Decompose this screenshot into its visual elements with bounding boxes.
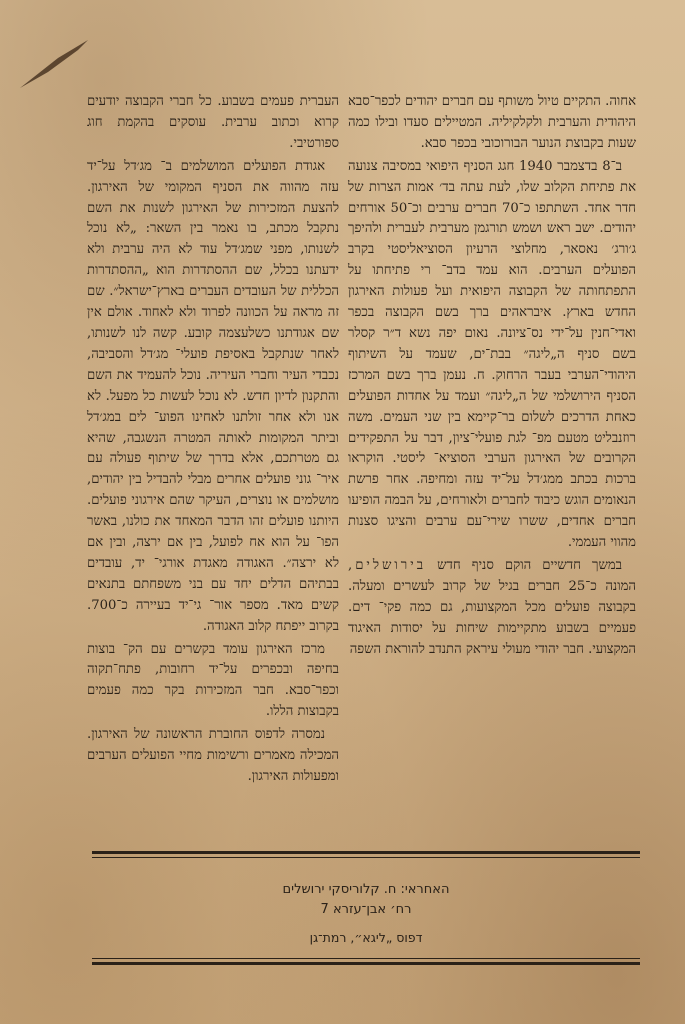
paper-tear-mark [18, 28, 98, 98]
footer-printer: דפוס „ליגא״, רמת־גן [309, 930, 423, 945]
footer-responsible: האחראי: ח. קלוריסקי ירושלים [282, 882, 450, 897]
footer-bottom-rule-thin [92, 958, 640, 959]
footer-top-rule-thin [92, 857, 640, 858]
right-paragraph-3-lead: במשך חדשיים הוקם סניף חדש [437, 557, 622, 573]
footer-bottom-rule [92, 962, 640, 965]
right-column [348, 92, 636, 660]
right-paragraph-3-rest: המונה כ־25 חברים בגיל של קרוב לעשרים ומעלה. בקבוצה פועלים מכל המקצועות, גם כמה פקי־ דים. פעמיים בשבוע מתקיימות שיחות על יסודות האיגוד המקצועי. חבר יהודי מעולי עיראק התנדב להוראת השפה [348, 578, 636, 657]
left-paragraph-2: אגודת הפועלים המושלמים ב־ מג׳דל על־יד עזה מהווה את הסניף המקומי של האירגון. להצעת המזכירות של האירגון לשנות את השם נתקבל מכתב, בו נאמר בין השאר: „לא נוכל לשנותו, מפני שמג׳דל עוד לא היה ערבית ולא ידעתנו בכלל, שם ההסתדרות הוא „ההסתדרות הכללית של העובדים העברים בארץ־ישראל״. שם זה מראה על הכוונה לפרוד ולא לאחוד. אולם אין שם אגודתנו כשלעצמה קובע. קשה לנו לשנותו, לאחר שנתקבל באסיפת פועלי־ מג׳דל והסביבה, נכבדי העיר וחברי העיריה. נוכל להעמיד את השם והתקנון לדיון חדש. לא נוכל לעשות כל מפעל. לא אנו ולא אחר זולתנו לאחינו הפוע־ לים במג׳דל וביתר המקומות לאותה המטרה הנשגבה, שהיא גם מטרתכם, אלא בדרך של שיתוף פעולה עם איר־ גוני פועלים אחרים מבלי להבדיל בין יהודים, מושלמים או נוצרים, העיקר שהם אירגוני פועלים. היותנו פועלים זהו הדבר המאחד את כולנו, באשר הפו־ על הוא אח לפועל, בין אם ירצה, ובין אם לא ירצה״. האגודה מאגדת אורגי־ יד, עובדים בבתיהם הדלים יחד עם בני משפחתם בתנאים קשים מאד. מספר אור־ גי־יד בעיירה כ־700. בקרוב ייפתח קלוב האגודה. [87, 158, 339, 634]
right-paragraph-3-city: בירושלים, [348, 557, 427, 573]
left-column [87, 92, 339, 788]
left-paragraph-3: מרכז האירגון עומד בקשרים עם הק־ בוצות בחיפה ובכפרים על־יד רחובות, פתח־תקוה וכפר־סבא. חבר המזכירות בקר כמה פעמים בקבוצות הללו. [87, 641, 339, 720]
left-paragraph-4: נמסרה לדפוס החוברת הראשונה של האירגון. המכילה מאמרים ורשימות מחיי הפועלים הערבים ומפעולות האירגון. [87, 727, 339, 784]
left-paragraph-1: העברית פעמים בשבוע. כל חברי הקבוצה יודעים קרוא וכתוב ערבית. עוסקים בהקמת חוג ספורטיבי. [87, 94, 339, 151]
right-paragraph-1: אחוה. התקיים טיול משותף עם חברים יהודים לכפר־סבא היהודית והערבית ולקלקיליה. המטיילים סעדו ובילו כמה שעות בקבוצת הנוער הבורוכובי בכפר סבא. [348, 94, 636, 151]
footer-responsible-block [92, 880, 640, 920]
footer-address: רח׳ אבן־עזרא 7 [320, 902, 412, 917]
right-paragraph-2: ב־8 בדצמבר 1940 חגג הסניף היפואי במסיבה צנועה את פתיחת הקלוב שלו, לעת עתה בד׳ אמות הצרות של חדר אחד. השתתפו כ־70 חברים ערבים וכ־50 אורחים יהודים. ישב ראש ושמש תורגמן מערבית לעברית ולהיפך ג׳ורג׳ נאסאר, מחלוצי הרעיון הסוציאליסטי בקרב הפועלים הערבים. הוא עמד בדב־ רי פתיחתו על התפתחותה של הקבוצה היפואית ועל פעולות האירגון החדש בארץ. איבראהים ברך בשם הקבוצה בכפר ואדי־חנין על־ידי נס־ציונה. נאום יפה נשא ד״ר קסלר בשם סניף ה„ליגה״ בבת־ים, שעמד על השיתוף היהודי־הערבי בעבר הרחוק. ח. נעמן ברך בשם המרכז הסניף הירושלמי של ה„ליגה״ ועמד על אחדות הפועלים כאחת הדרכים לשלום בר־קיימא בין שני העמים. משה רוזנבליט מטעם מפ־ לגת פועלי־ציון, דבר על התפקידים הקרובים של האירגון הערבי הסוציא־ ליסטי. הוקראו ברכות בכתב ממג׳דל על־יד עזה ומחיפה. אחר פרשת הנאומים הוגש כיבוד לחברים ולאורחים, על הבמה הופיעו חברים אחדים, ששרו שירי־עם ערבים והציגו סצנות מהווי העממי. [348, 158, 636, 551]
footer-top-rule [92, 851, 640, 854]
right-paragraph-3 [348, 556, 636, 661]
